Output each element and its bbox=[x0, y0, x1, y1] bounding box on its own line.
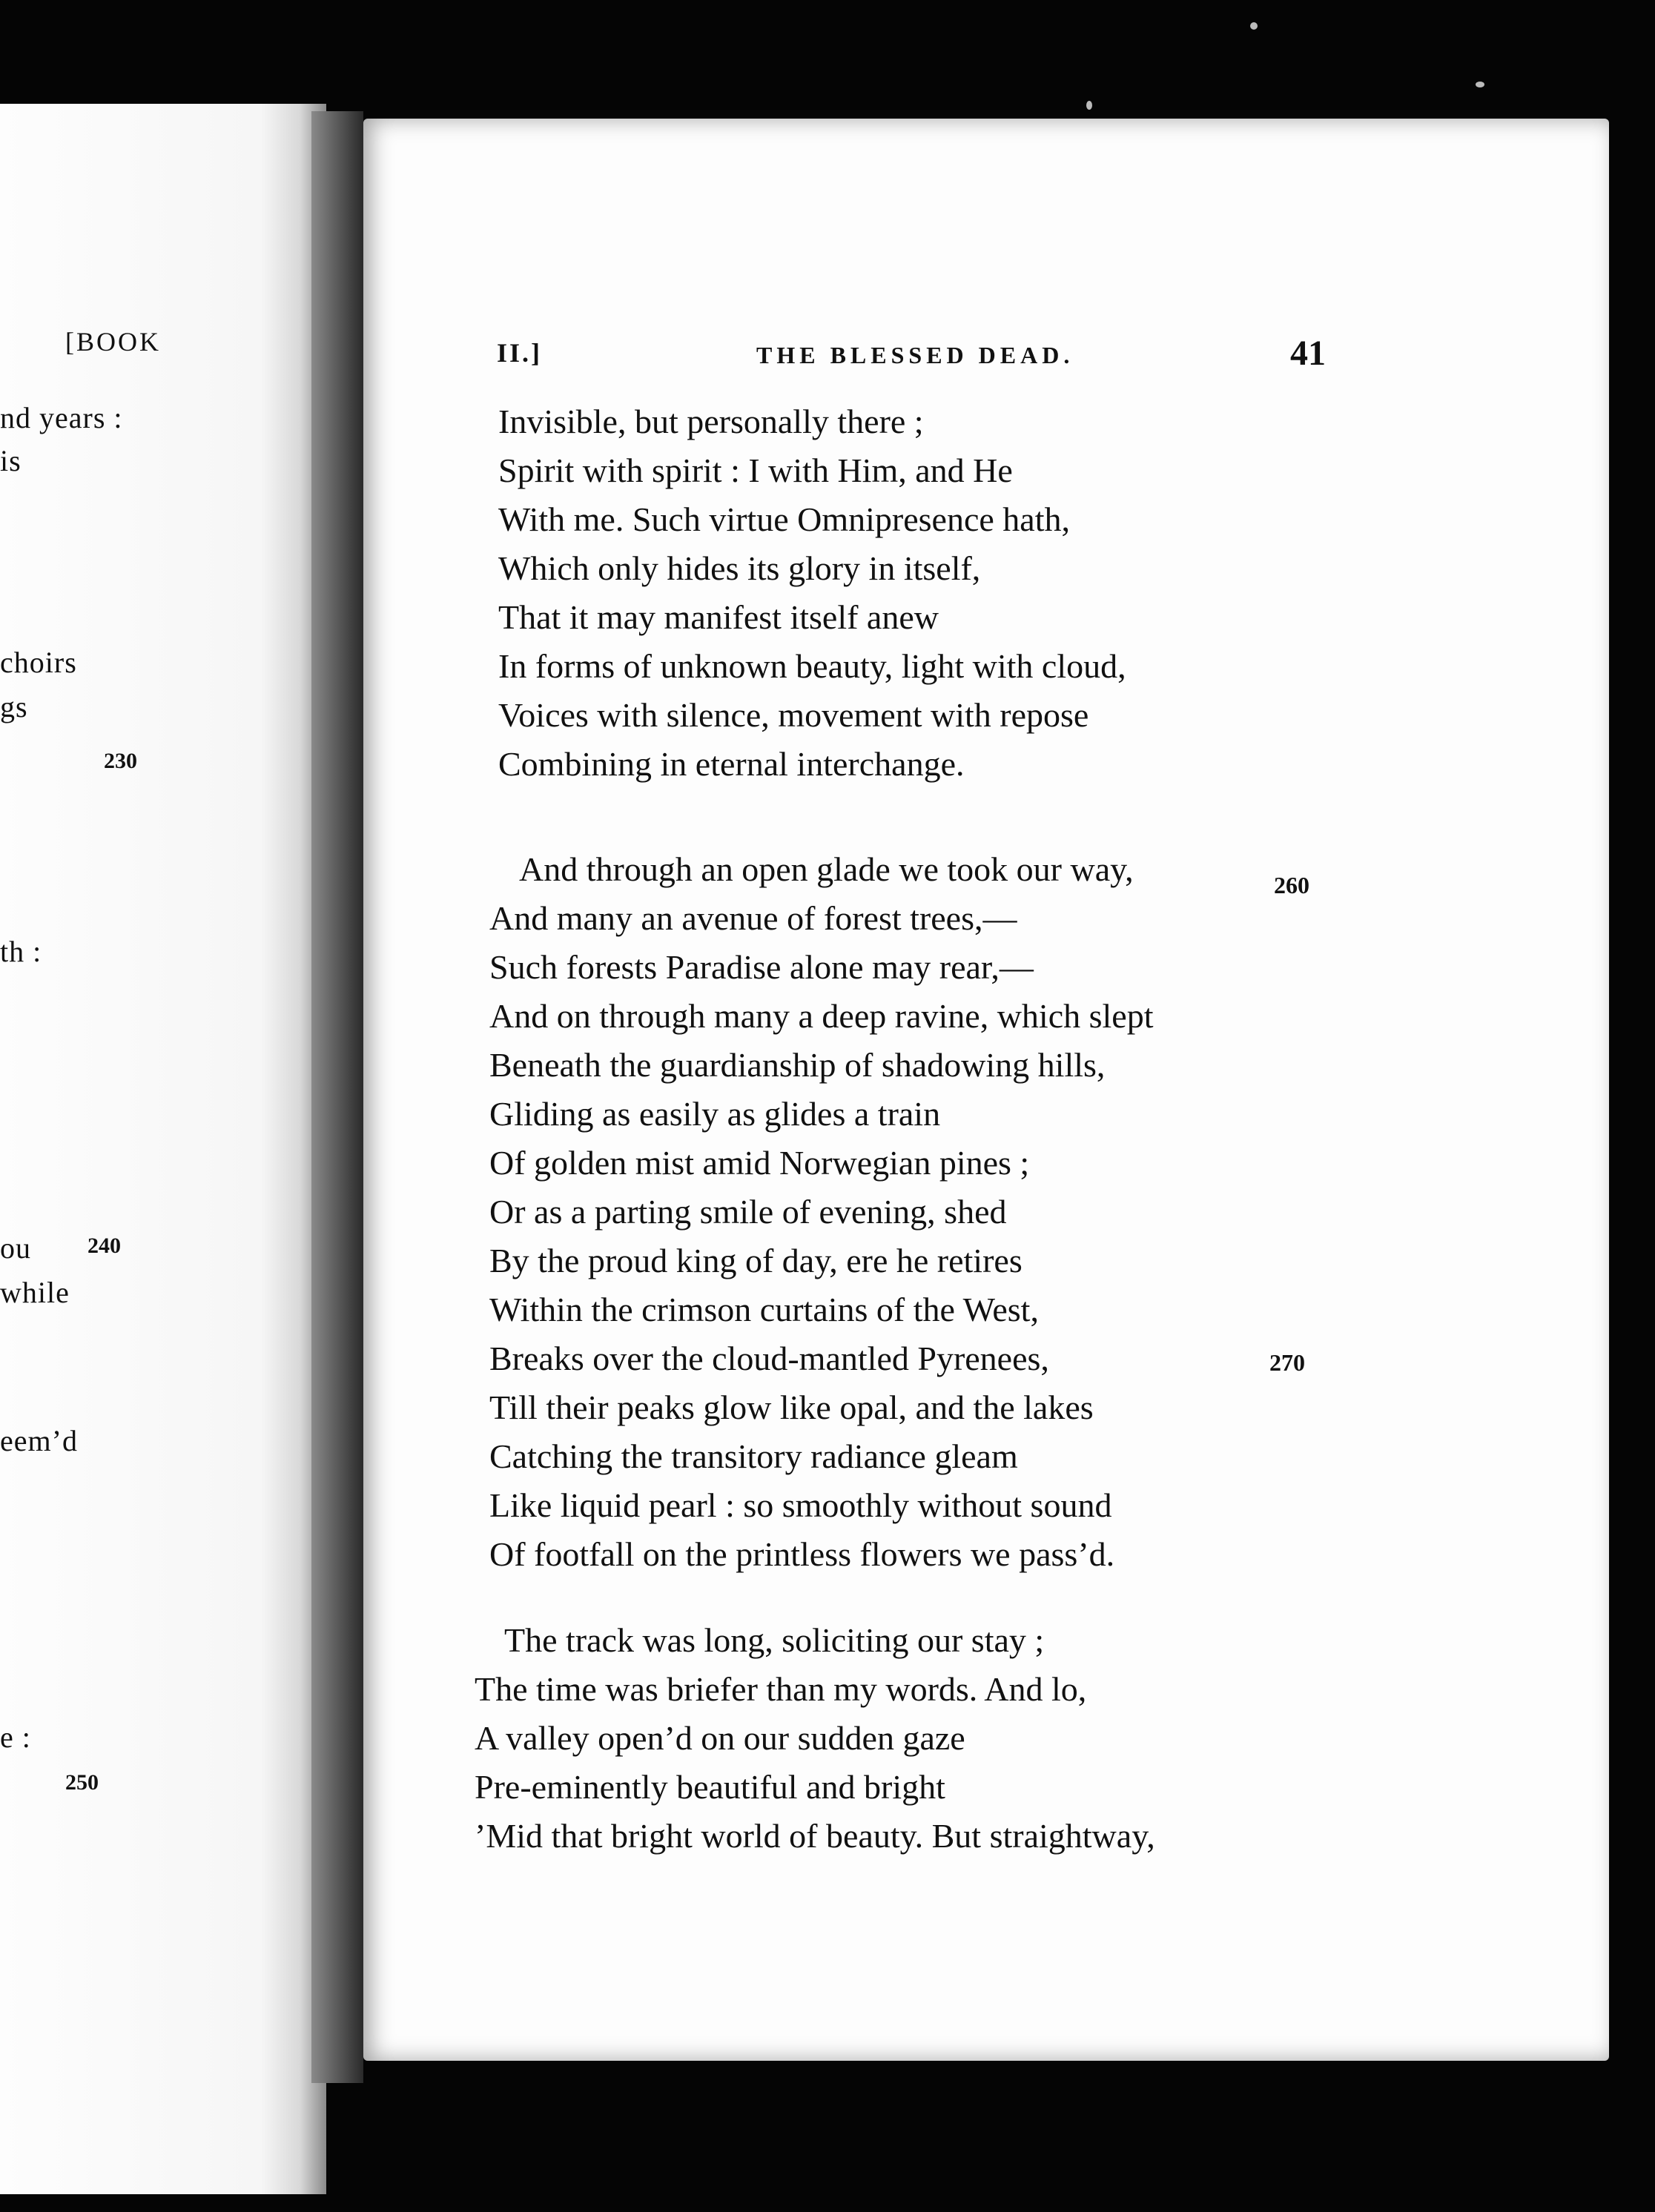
verse-line: A valley open’d on our sudden gaze bbox=[475, 1719, 965, 1757]
left-line-fragment: gs bbox=[0, 690, 28, 723]
left-line-fragment: th : bbox=[0, 935, 42, 968]
left-line-number: 230 bbox=[104, 749, 137, 773]
left-line-number: 250 bbox=[65, 1770, 99, 1795]
verse-line: With me. Such virtue Omnipresence hath, bbox=[498, 500, 1070, 538]
dust-speck bbox=[1086, 101, 1092, 110]
verse-line: Till their peaks glow like opal, and the lakes bbox=[489, 1388, 1094, 1426]
left-line-fragment: nd years : bbox=[0, 401, 123, 434]
left-line-fragment: ou bbox=[0, 1231, 31, 1265]
verse-line: Of golden mist amid Norwegian pines ; bbox=[489, 1144, 1030, 1182]
verse-line: By the proud king of day, ere he retires bbox=[489, 1242, 1023, 1279]
verse-line: The track was long, soliciting our stay ; bbox=[504, 1621, 1045, 1659]
left-line-fragment: choirs bbox=[0, 646, 77, 679]
verse-line: ’Mid that bright world of beauty. But straightway, bbox=[475, 1817, 1155, 1855]
verse-line: And through an open glade we took our way, bbox=[519, 850, 1134, 888]
verse-line: Of footfall on the printless flowers we pass’d. bbox=[489, 1535, 1115, 1573]
left-line-fragment: while bbox=[0, 1276, 70, 1309]
left-line-number: 240 bbox=[87, 1234, 121, 1258]
dust-speck bbox=[1250, 22, 1258, 30]
running-title: THE BLESSED DEAD. bbox=[756, 342, 1074, 368]
verse-line: And on through many a deep ravine, which slept bbox=[489, 997, 1154, 1035]
left-page bbox=[0, 104, 326, 2194]
verse-line: Within the crimson curtains of the West, bbox=[489, 1291, 1039, 1328]
left-line-fragment: is bbox=[0, 444, 22, 477]
verse-line: That it may manifest itself anew bbox=[498, 598, 939, 636]
verse-line: Spirit with spirit : I with Him, and He bbox=[498, 451, 1013, 489]
verse-line: Breaks over the cloud-mantled Pyrenees, bbox=[489, 1340, 1049, 1377]
right-page bbox=[363, 119, 1609, 2061]
line-number-260: 260 bbox=[1274, 872, 1309, 898]
verse-line: Combining in eternal interchange. bbox=[498, 745, 965, 783]
line-number-270: 270 bbox=[1269, 1349, 1305, 1376]
verse-line: Catching the transitory radiance gleam bbox=[489, 1437, 1018, 1475]
stanza-3 bbox=[475, 1616, 1155, 1861]
verse-line: Beneath the guardianship of shadowing hills, bbox=[489, 1046, 1106, 1084]
page-number: 41 bbox=[1290, 334, 1326, 373]
verse-line: Such forests Paradise alone may rear,— bbox=[489, 948, 1034, 986]
verse-line: Or as a parting smile of evening, shed bbox=[489, 1193, 1007, 1231]
dust-speck bbox=[1476, 82, 1484, 87]
section-marker: II.] bbox=[497, 338, 543, 368]
verse-line: Gliding as easily as glides a train bbox=[489, 1095, 941, 1133]
verse-line: The time was briefer than my words. And lo, bbox=[475, 1670, 1087, 1708]
verse-line: Like liquid pearl : so smoothly without sound bbox=[489, 1486, 1112, 1524]
book-gutter-shadow bbox=[311, 111, 363, 2083]
stanza-2 bbox=[489, 845, 1154, 1579]
verse-line: Invisible, but personally there ; bbox=[498, 403, 924, 440]
verse-line: Pre-eminently beautiful and bright bbox=[475, 1768, 945, 1806]
stanza-1 bbox=[498, 397, 1126, 789]
left-line-fragment: e : bbox=[0, 1721, 31, 1754]
verse-line: Voices with silence, movement with repose bbox=[498, 696, 1089, 734]
verse-line: Which only hides its glory in itself, bbox=[498, 549, 981, 587]
verse-line: And many an avenue of forest trees,— bbox=[489, 899, 1017, 937]
left-line-fragment: eem’d bbox=[0, 1424, 78, 1457]
verse-line: In forms of unknown beauty, light with cloud, bbox=[498, 647, 1126, 685]
left-running-head: [BOOK bbox=[65, 327, 161, 357]
